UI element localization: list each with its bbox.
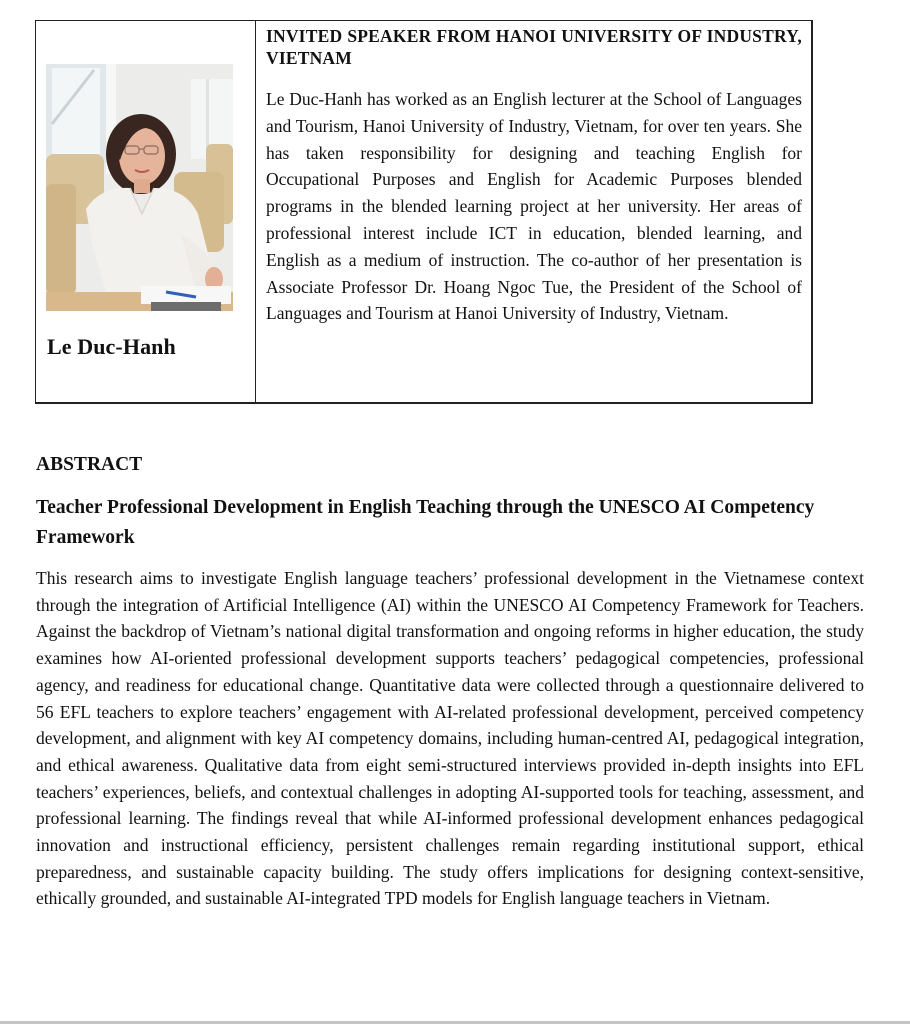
abstract-title: Teacher Professional Development in English Teaching through the UNESCO AI Competency Framework [36, 497, 815, 548]
abstract-label: ABSTRACT [36, 454, 143, 475]
speaker-photo-cell [36, 21, 256, 402]
speaker-name: Le Duc-Hanh [47, 334, 176, 359]
abstract-body: This research aims to investigate English language teachers’ professional development in the Vietnamese context through the integration of Artificial Intelligence (AI) within the UNESCO AI Competency Framework for Teachers. Against the backdrop of Vietnam’s national digital transformation and ongoing reforms in higher education, the study examines how AI-oriented professional development supports teachers’ pedagogical competencies, professional agency, and readiness for educational change. Quantitative data were collected through a questionnaire delivered to 56 EFL teachers to explore teachers’ engagement with AI-related professional development, perceived competency development, and alignment with key AI competency domains, including human-centred AI, pedagogical integration, and ethical awareness. Qualitative data from eight semi-structured interviews provided in-depth insights into EFL teachers’ experiences, beliefs, and contextual challenges in adopting AI-supported tools for teaching, assessment, and professional learning. The findings reveal that while AI-informed professional development enhances pedagogical innovation and instructional efficiency, persistent challenges remain regarding institutional support, ethical preparedness, and sustainable capacity building. The study offers implications for designing context-sensitive, ethically grounded, and sustainable AI-integrated TPD models for English language teachers in Vietnam. [36, 568, 864, 909]
speaker-info-table [35, 20, 813, 404]
speaker-bio-cell [256, 21, 811, 402]
speaker-heading: INVITED SPEAKER FROM HANOI UNIVERSITY OF INDUSTRY, VIETNAM [266, 26, 802, 68]
speaker-bio: Le Duc-Hanh has worked as an English lecturer at the School of Languages and Tourism, Hanoi University of Industry, Vietnam, for over ten years. She has taken responsibility for designing and teaching English for Occupational Purposes and English for Academic Purposes blended programs in the blended learning project at her university. Her areas of professional interest include ICT in education, blended learning, and English as a medium of instruction. The co-author of her presentation is Associate Professor Dr. Hoang Ngoc Tue, the President of the School of Languages and Tourism at Hanoi University of Industry, Vietnam. [266, 89, 802, 324]
speaker-photo [46, 64, 233, 311]
portrait-image [46, 64, 233, 311]
